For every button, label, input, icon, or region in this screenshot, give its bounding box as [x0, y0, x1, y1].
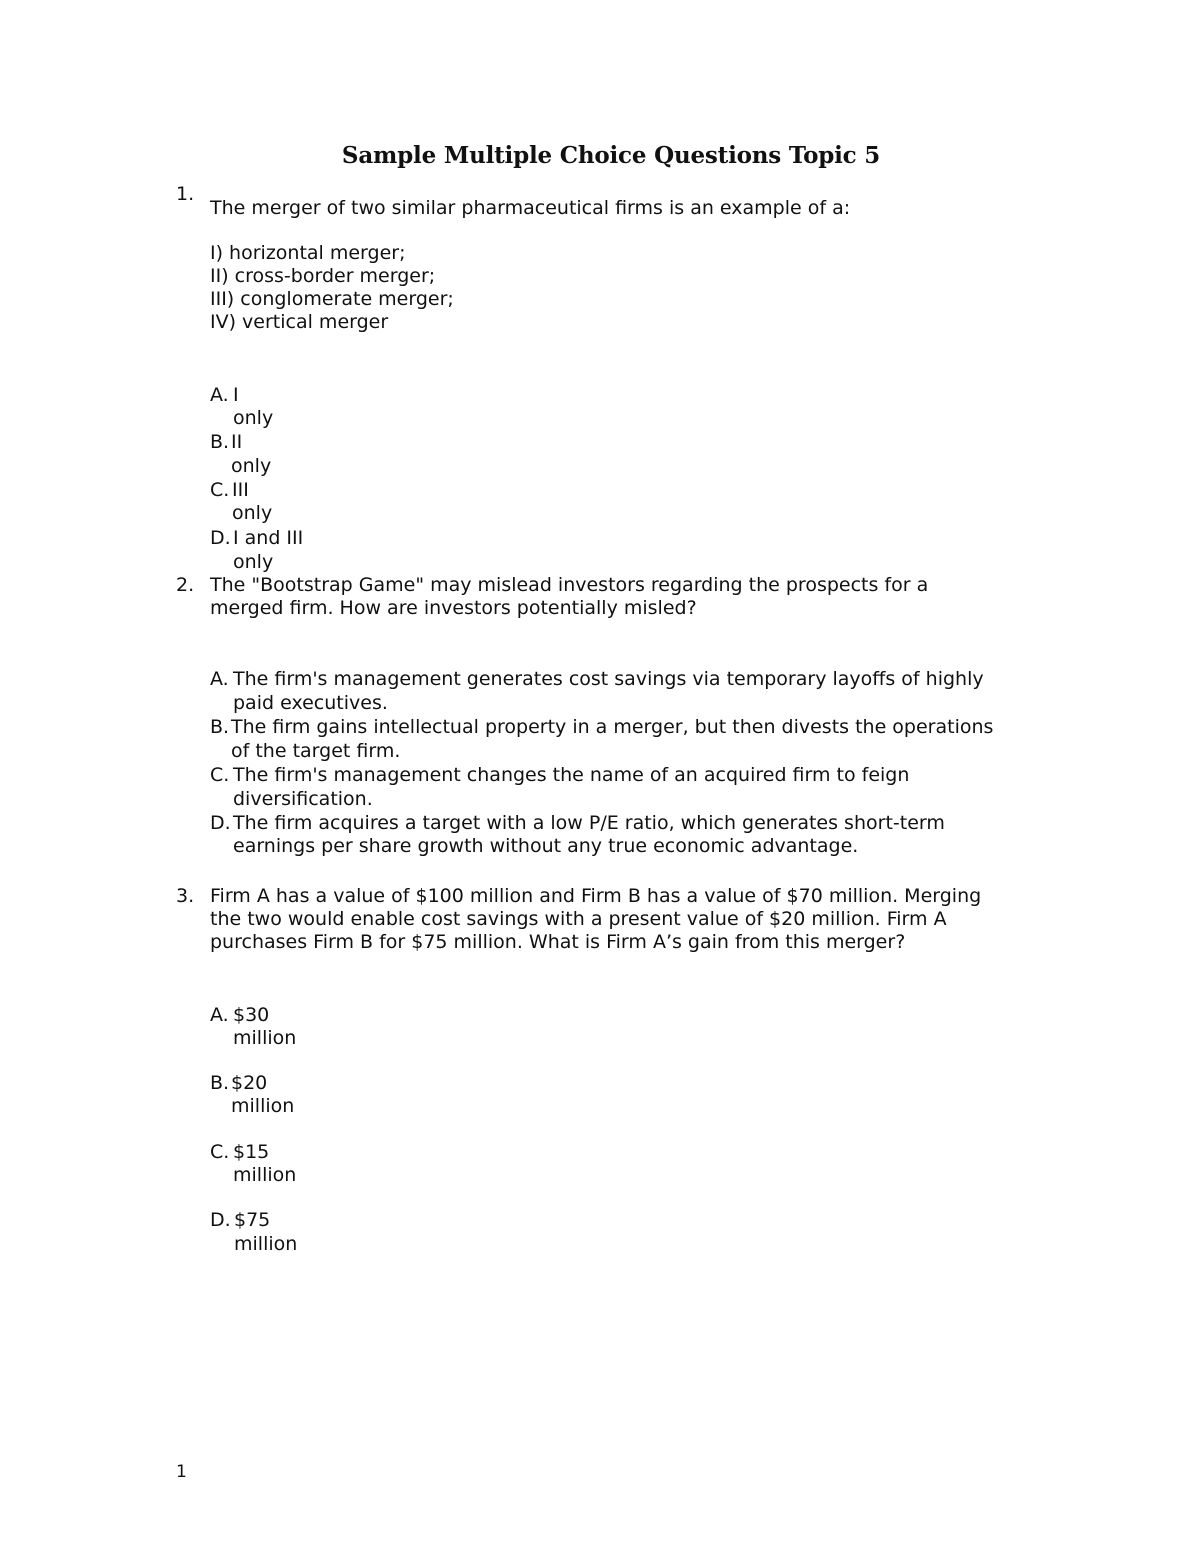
option-text: $15: [233, 1141, 270, 1163]
option-letter: B.: [210, 1072, 230, 1094]
question-number: 1.: [176, 183, 195, 205]
option-text: $20: [231, 1072, 268, 1094]
option-text: $30: [233, 1004, 270, 1026]
option-text: million: [233, 1027, 297, 1049]
option-letter: C.: [210, 479, 230, 501]
option-letter: D.: [210, 527, 231, 549]
option-text: only: [231, 455, 272, 477]
question-stem: purchases Firm B for $75 million. What is Firm A’s gain from this merger?: [210, 931, 906, 953]
option-letter: D.: [210, 812, 231, 834]
list-item: II) cross-border merger;: [210, 265, 436, 287]
option-text: million: [231, 1095, 295, 1117]
question-stem: Firm A has a value of $100 million and Firm B has a value of $70 million. Merging: [210, 885, 982, 907]
option-text: The firm acquires a target with a low P/E ratio, which generates short-term: [233, 812, 945, 834]
option-text: III: [232, 479, 249, 501]
question-stem: the two would enable cost savings with a present value of $20 million. Firm A: [210, 908, 947, 930]
option-text: only: [233, 407, 274, 429]
question-stem: merged firm. How are investors potentially misled?: [210, 597, 697, 619]
option-text: The firm gains intellectual property in a merger, but then divests the operations: [231, 716, 994, 738]
list-item: I) horizontal merger;: [210, 242, 406, 264]
option-text: only: [232, 502, 273, 524]
document-title: Sample Multiple Choice Questions Topic 5: [341, 142, 881, 169]
question-stem: The "Bootstrap Game" may mislead investors regarding the prospects for a: [210, 574, 929, 596]
option-text: $75: [234, 1209, 271, 1231]
option-text: earnings per share growth without any true economic advantage.: [233, 835, 859, 857]
option-letter: D.: [210, 1209, 231, 1231]
option-text: I and III: [233, 527, 304, 549]
option-text: only: [233, 551, 274, 573]
option-letter: A.: [210, 384, 229, 406]
option-letter: B.: [210, 431, 230, 453]
page-number: 1: [176, 1462, 187, 1482]
option-letter: C.: [210, 764, 230, 786]
option-letter: B.: [210, 716, 230, 738]
option-text: The firm's management changes the name of an acquired firm to feign: [233, 764, 910, 786]
option-text: diversification.: [233, 788, 373, 810]
option-text: II: [231, 431, 243, 453]
option-text: I: [233, 384, 239, 406]
option-text: million: [233, 1164, 297, 1186]
option-letter: A.: [210, 668, 229, 690]
option-text: The firm's management generates cost savings via temporary layoffs of highly: [233, 668, 984, 690]
option-letter: A.: [210, 1004, 229, 1026]
option-text: paid executives.: [233, 692, 388, 714]
list-item: IV) vertical merger: [210, 311, 389, 333]
option-letter: C.: [210, 1141, 230, 1163]
question-number: 2.: [176, 574, 195, 596]
option-text: of the target firm.: [231, 740, 401, 762]
question-number: 3.: [176, 885, 195, 907]
question-stem: The merger of two similar pharmaceutical firms is an example of a:: [210, 197, 851, 219]
option-text: million: [234, 1233, 298, 1255]
list-item: III) conglomerate merger;: [210, 288, 454, 310]
